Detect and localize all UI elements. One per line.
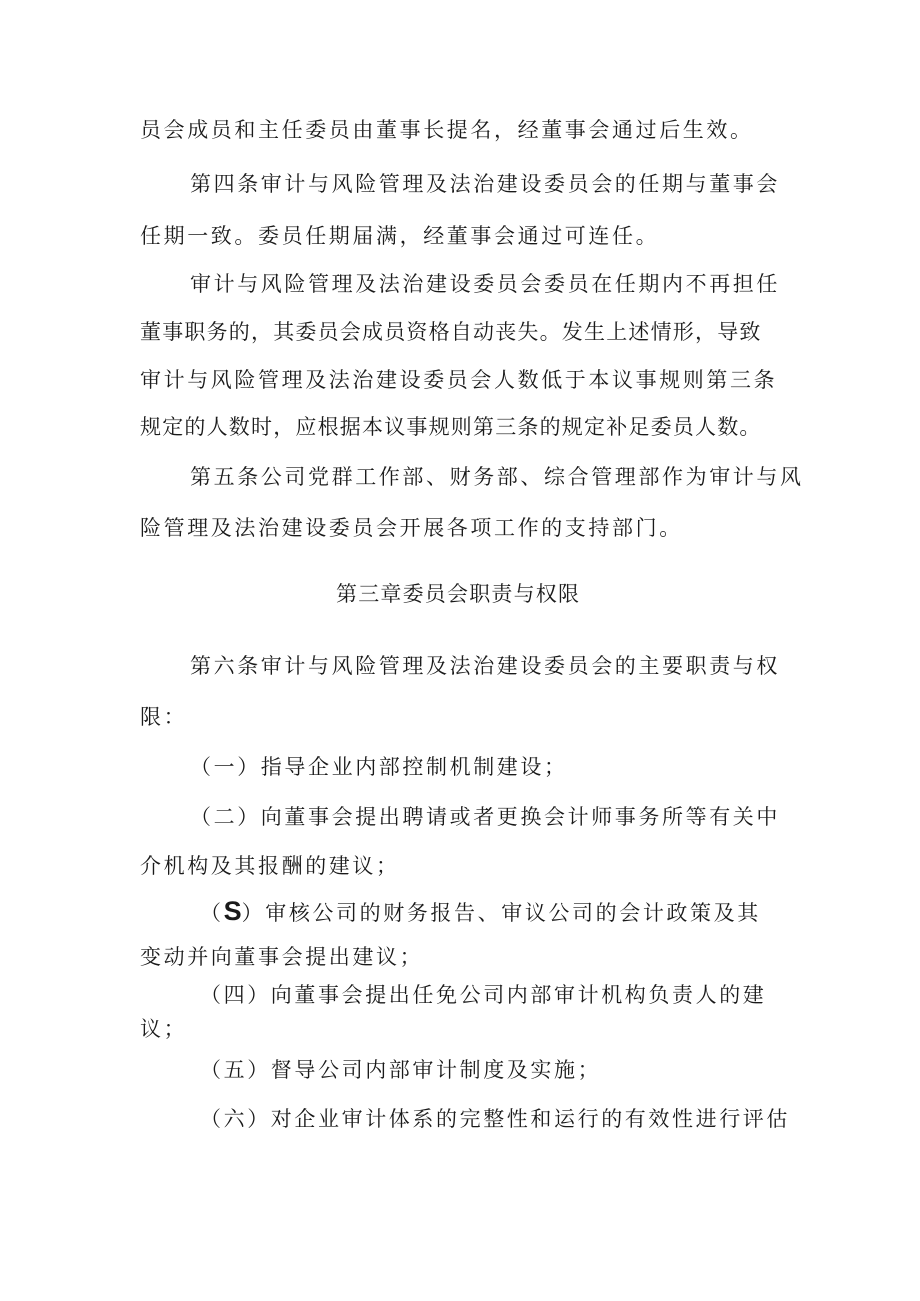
list-item: （一）指导企业内部控制机制建设； [190,755,568,779]
text-line: 审计与风险管理及法治建设委员会人数低于本议事规则第三条 [140,368,778,392]
list-item [200,897,761,927]
article-5-line: 第五条公司党群工作部、财务部、综合管理部作为审计与风 [190,465,804,489]
text-line: 审计与风险管理及法治建设委员会委员在任期内不再担任 [190,272,780,296]
list-item-text: ）审核公司的财务报告、审议公司的会计政策及其 [241,901,761,925]
list-item: （六）对企业审计体系的完整性和运行的有效性进行评估 [200,1107,790,1131]
chapter-heading: 第三章委员会职责与权限 [336,582,581,606]
text-line: 董事职务的，其委员会成员资格自动丧失。发生上述情形，导致 [140,320,762,344]
text-line: 规定的人数时，应根据本议事规则第三条的规定补足委员人数。 [140,415,762,439]
text-line: 员会成员和主任委员由董事长提名，经董事会通过后生效。 [140,118,754,142]
list-item: （五）督导公司内部审计制度及实施； [200,1058,602,1082]
text-line: 议； [140,1017,188,1041]
paren-open: （ [200,901,224,925]
article-4-line: 第四条审计与风险管理及法治建设委员会的任期与董事会 [190,172,780,196]
text-line: 任期一致。委员任期届满，经董事会通过可连任。 [140,224,660,248]
item-marker: S [223,896,242,926]
text-line: 变动并向董事会提出建议； [140,945,424,969]
list-item: （四）向董事会提出任免公司内部审计机构负责人的建 [200,983,767,1007]
text-line: 险管理及法治建设委员会开展各项工作的支持部门。 [140,516,683,540]
text-line: 介机构及其报酬的建议； [140,854,400,878]
list-item: （二）向董事会提出聘请或者更换会计师事务所等有关中 [190,805,780,829]
article-6-line: 第六条审计与风险管理及法治建设委员会的主要职责与权 [190,654,780,678]
text-line: 限： [140,705,188,729]
